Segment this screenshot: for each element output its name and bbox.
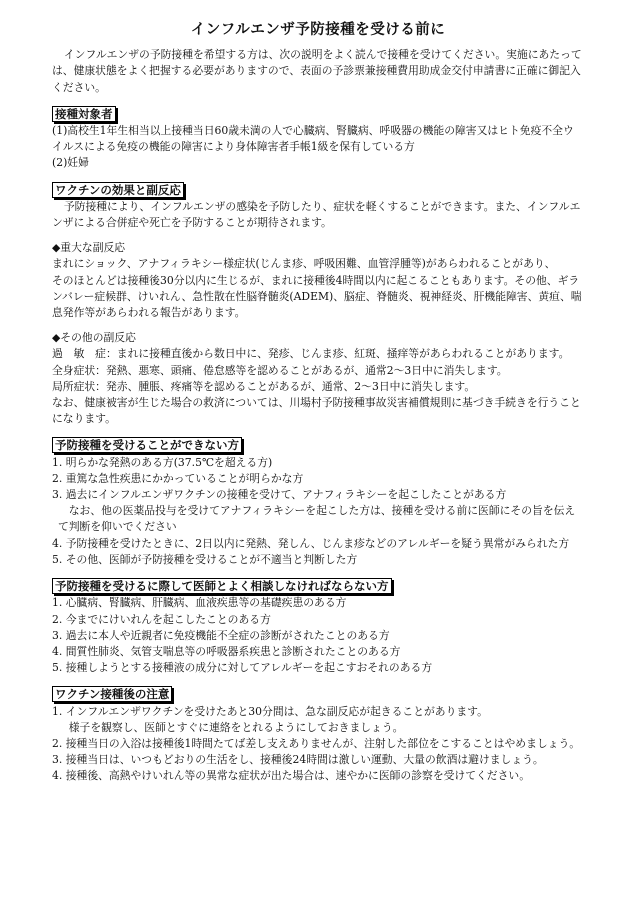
consult-item-4: 4. 間質性肺炎、気管支喘息等の呼吸器系疾患と診断されたことのある方 bbox=[52, 644, 401, 658]
cannot-item-4: 4. 予防接種を受けたときに、2日以内に発熱、発しん、じんま疹などのアレルギーを疑う異常がみられた方 bbox=[52, 536, 570, 550]
other-reaction-systemic: 全身症状：発熱、悪寒、頭痛、倦怠感等を認めることがあるが、通常2～3日中に消失します。 bbox=[52, 363, 508, 377]
other-reaction-hypersensitivity: 過 敏 症：まれに接種直後から数日中に、発疹、じんま疹、紅斑、掻痒等があらわれることがあります。 bbox=[52, 347, 570, 361]
target-item-1: (1)高校生1年生相当以上接種当日60歳未満の人で心臓病、腎臓病、呼吸器の機能の障害又はヒト免疫不全ウイルスによる免疫の機能の障害により身体障害者手帳1級を保有している方 bbox=[52, 124, 574, 154]
after-item-4: 4. 接種後、高熱やけいれん等の異常な症状が出た場合は、速やかに医師の診察を受けてください。 bbox=[52, 769, 530, 783]
serious-reactions-line-2: そのほとんどは接種後30分以内に生じるが、まれに接種後4時間以内に起こることもあります。その他、ギランバレー症候群、けいれん、急性散在性脳脊髄炎(ADEM)、脳症、脊髄炎、視神経炎、肝機能障害、黄疸、喘息発作等があらわれる報告があります。 bbox=[52, 273, 582, 320]
other-reactions-label: ◆その他の副反応 bbox=[52, 331, 136, 345]
relief-note: なお、健康被害が生じた場合の救済については、川場村予防接種事故災害補償規則に基づき手続きを行うことになります。 bbox=[52, 396, 581, 426]
effects-body: 予防接種により、インフルエンザの感染を予防したり、症状を軽くすることができます。また、インフルエンザによる合併症や死亡を予防することが期待されます。 bbox=[52, 199, 581, 230]
section-heading-after: ワクチン接種後の注意 bbox=[52, 686, 172, 702]
consult-item-1: 1. 心臓病、腎臓病、肝臓病、血液疾患等の基礎疾患のある方 bbox=[52, 596, 347, 610]
consult-item-3: 3. 過去に本人や近親者に免疫機能不全症の診断がされたことのある方 bbox=[52, 628, 390, 642]
section-effects bbox=[52, 182, 584, 428]
consult-item-2: 2. 今までにけいれんを起こしたことのある方 bbox=[52, 612, 271, 626]
page-title: インフルエンザ予防接種を受ける前に bbox=[190, 22, 446, 38]
after-item-1: 1. インフルエンザワクチンを受けたあと30分間は、急な副反応が起きることがあります。 bbox=[52, 704, 488, 718]
cannot-item-3: 3. 過去にインフルエンザワクチンの接種を受けて、アナフィラキシーを起こしたことがある方 bbox=[52, 488, 507, 502]
section-heading-cannot: 予防接種を受けることができない方 bbox=[52, 437, 242, 453]
after-item-1-note: 様子を観察し、医師とすぐに連絡をとれるようにしておきましょう。 bbox=[68, 720, 404, 734]
section-heading-target: 接種対象者 bbox=[52, 106, 116, 122]
section-target bbox=[52, 106, 584, 172]
intro-paragraph: インフルエンザの予防接種を希望する方は、次の説明をよく読んで接種を受けてください。実施にあたっては、健康状態をよく把握する必要がありますので、表面の予診票兼接種費用助成金交付申請書に正確に御記入ください。 bbox=[52, 48, 582, 94]
serious-reactions-line-1: まれにショック、アナフィラキシー様症状(じんま疹、呼吸困難、血管浮腫等)があらわれることがあり、 bbox=[52, 257, 556, 271]
section-heading-consult: 予防接種を受けるに際して医師とよく相談しなければならない方 bbox=[52, 578, 392, 594]
cannot-item-1: 1. 明らかな発熱のある方(37.5℃を超える方) bbox=[52, 455, 273, 469]
target-item-2: (2)妊婦 bbox=[52, 156, 89, 170]
other-reaction-local: 局所症状：発赤、腫脹、疼痛等を認めることがあるが、通常、2～3日中に消失します。 bbox=[52, 379, 476, 393]
section-heading-effects: ワクチンの効果と副反応 bbox=[52, 182, 184, 198]
cannot-item-5: 5. その他、医師が予防接種を受けることが不適当と判断した方 bbox=[52, 552, 358, 566]
serious-reactions-label: ◆重大な副反応 bbox=[52, 241, 126, 255]
after-item-2: 2. 接種当日の入浴は接種後1時間たてば差し支えありませんが、注射した部位をこすることはやめましょう。 bbox=[52, 736, 581, 750]
after-item-3: 3. 接種当日は、いつもどおりの生活をし、接種後24時間は激しい運動、大量の飲酒は避けましょう。 bbox=[52, 753, 544, 767]
section-consult bbox=[52, 578, 584, 676]
cannot-item-3-note: なお、他の医薬品投与を受けてアナフィラキシーを起こした方は、接種を受ける前に医師にその旨を伝えて判断を仰いでください bbox=[57, 504, 576, 534]
section-after bbox=[52, 686, 584, 784]
section-cannot bbox=[52, 437, 584, 568]
cannot-item-2: 2. 重篤な急性疾患にかかっていることが明らかな方 bbox=[52, 471, 304, 485]
consult-item-5: 5. 接種しようとする接種液の成分に対してアレルギーを起こすおそれのある方 bbox=[52, 661, 433, 675]
